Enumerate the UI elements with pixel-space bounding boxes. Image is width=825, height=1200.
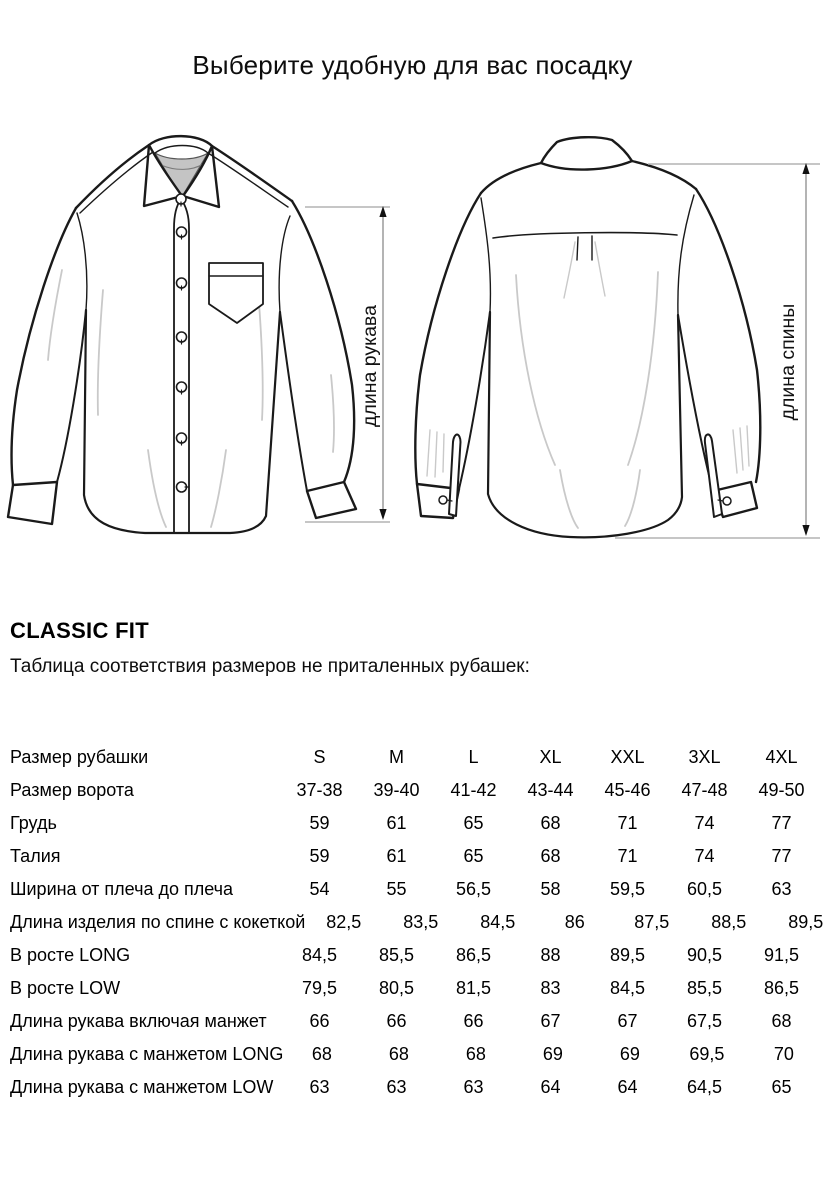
size-cell: 65: [771, 1077, 792, 1097]
shirt-size-diagram: [0, 120, 825, 600]
size-cell: 64: [540, 1077, 561, 1097]
size-cell: 68: [388, 1044, 409, 1064]
size-cell: 81,5: [455, 978, 492, 998]
size-cell: 69: [542, 1044, 563, 1064]
size-cell: 65: [463, 813, 484, 833]
size-cell: 68: [540, 846, 561, 866]
size-cell: 83: [540, 978, 561, 998]
size-cell: 49-50: [758, 780, 805, 800]
size-cell: 3XL: [688, 747, 721, 767]
size-cell: 74: [694, 846, 715, 866]
size-cell: 79,5: [301, 978, 338, 998]
size-cell: 64: [617, 1077, 638, 1097]
size-cell: 69: [619, 1044, 640, 1064]
table-row: [0, 906, 822, 939]
row-label: Талия: [10, 846, 61, 866]
size-cell: 63: [463, 1077, 484, 1097]
row-label: Размер рубашки: [10, 747, 149, 767]
size-cell: 63: [771, 879, 792, 899]
fit-subtitle: Таблица соответствия размеров не приталенных рубашек:: [10, 656, 530, 677]
row-label: Длина рукава включая манжет: [10, 1011, 267, 1031]
size-cell: 63: [309, 1077, 330, 1097]
row-label: Размер ворота: [10, 780, 134, 800]
size-cell: 74: [694, 813, 715, 833]
size-cell: 71: [617, 846, 638, 866]
size-cell: 55: [386, 879, 407, 899]
size-cell: 84,5: [301, 945, 338, 965]
row-label: В росте LONG: [10, 945, 131, 965]
row-label: Длина изделия по спине с кокеткой: [10, 912, 306, 932]
size-cell: 80,5: [378, 978, 415, 998]
size-cell: 56,5: [455, 879, 492, 899]
size-cell: 68: [465, 1044, 486, 1064]
size-cell: 71: [617, 813, 638, 833]
size-cell: 68: [311, 1044, 332, 1064]
size-cell: 90,5: [686, 945, 723, 965]
size-cell: 88,5: [711, 912, 747, 932]
size-cell: 82,5: [326, 912, 362, 932]
size-cell: 60,5: [686, 879, 723, 899]
size-cell: 64,5: [686, 1077, 723, 1097]
size-cell: XL: [539, 747, 562, 767]
size-cell: 58: [540, 879, 561, 899]
size-cell: 89,5: [609, 945, 646, 965]
size-cell: 68: [771, 1011, 792, 1031]
front-dimension-label: длина рукава: [359, 305, 382, 427]
size-cell: 66: [463, 1011, 484, 1031]
size-cell: 85,5: [378, 945, 415, 965]
size-cell: 47-48: [681, 780, 728, 800]
table-row: [0, 1071, 822, 1104]
size-cell: 86: [564, 912, 585, 932]
row-label: Ширина от плеча до плеча: [10, 879, 234, 899]
size-cell: 54: [309, 879, 330, 899]
size-cell: XXL: [610, 747, 645, 767]
size-cell: 65: [463, 846, 484, 866]
size-cell: 37-38: [296, 780, 343, 800]
size-cell: 59: [309, 846, 330, 866]
size-cell: 59,5: [609, 879, 646, 899]
table-row: [0, 1038, 822, 1071]
size-cell: M: [389, 747, 404, 767]
size-cell: 84,5: [609, 978, 646, 998]
size-table: [0, 741, 822, 1104]
size-cell: L: [468, 747, 479, 767]
row-label: Длина рукава с манжетом LOW: [10, 1077, 274, 1097]
size-cell: 4XL: [765, 747, 798, 767]
size-cell: 86,5: [763, 978, 800, 998]
size-cell: 87,5: [634, 912, 670, 932]
size-cell: 67: [617, 1011, 638, 1031]
back-dimension-label: длина спины: [777, 303, 800, 421]
size-cell: 41-42: [450, 780, 497, 800]
page-title: Выберите удобную для вас посадку: [192, 50, 633, 80]
table-row: [0, 939, 822, 972]
size-cell: 63: [386, 1077, 407, 1097]
size-cell: 85,5: [686, 978, 723, 998]
front-buttons: [176, 194, 189, 492]
row-label: Грудь: [10, 813, 57, 833]
size-cell: 88: [540, 945, 561, 965]
table-row: [0, 741, 822, 774]
size-cell: 67: [540, 1011, 561, 1031]
size-cell: 77: [771, 813, 792, 833]
table-row: [0, 972, 822, 1005]
size-cell: 86,5: [455, 945, 492, 965]
size-cell: 67,5: [686, 1011, 723, 1031]
size-cell: 39-40: [373, 780, 420, 800]
size-cell: 66: [386, 1011, 407, 1031]
size-cell: 91,5: [763, 945, 800, 965]
size-cell: 68: [540, 813, 561, 833]
shirt-front-drawing: [8, 136, 356, 533]
size-cell: 83,5: [403, 912, 439, 932]
size-cell: 84,5: [480, 912, 516, 932]
shirt-back-drawing: [415, 137, 760, 537]
size-cell: 43-44: [527, 780, 574, 800]
size-cell: 59: [309, 813, 330, 833]
size-cell: 89,5: [788, 912, 824, 932]
row-label: Длина рукава с манжетом LONG: [10, 1044, 284, 1064]
size-cell: 61: [386, 813, 407, 833]
table-row: [0, 1005, 822, 1038]
size-cell: S: [313, 747, 326, 767]
size-cell: 61: [386, 846, 407, 866]
table-row: [0, 774, 822, 807]
size-cell: 66: [309, 1011, 330, 1031]
table-row: [0, 873, 822, 906]
size-cell: 77: [771, 846, 792, 866]
table-row: [0, 840, 822, 873]
fit-heading: CLASSIC FIT: [10, 618, 149, 643]
row-label: В росте LOW: [10, 978, 121, 998]
size-cell: 45-46: [604, 780, 651, 800]
size-cell: 69,5: [689, 1044, 725, 1064]
table-row: [0, 807, 822, 840]
size-cell: 70: [773, 1044, 794, 1064]
